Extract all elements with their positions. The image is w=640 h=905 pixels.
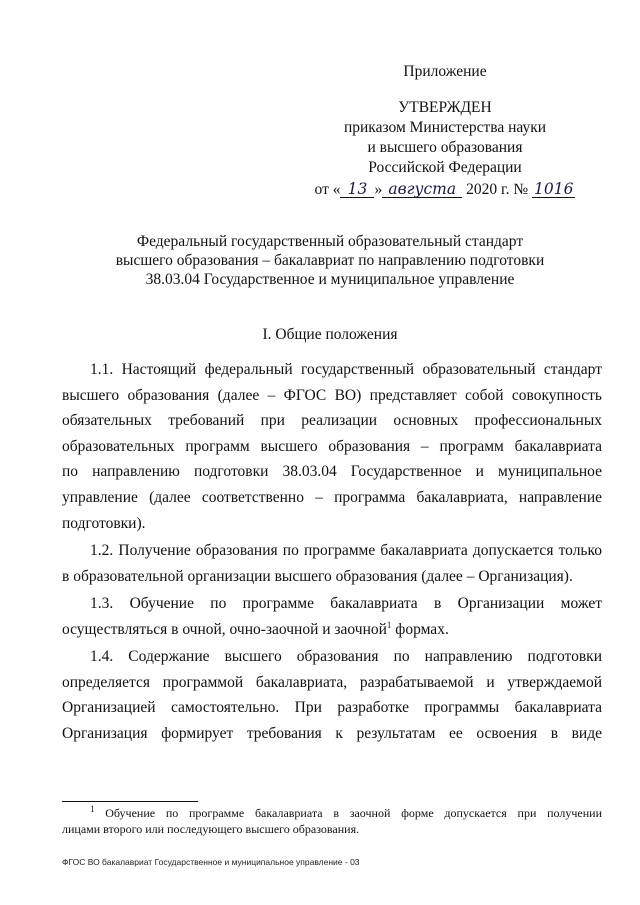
p3-line-2 [62, 617, 602, 643]
p4-line-1: 1.4. Содержание высшего образования по направлению подготовки [90, 648, 602, 665]
p1-line-3: обязательных требований при реализации основных профессиональных [62, 412, 602, 430]
title-line-1: Федеральный государственный образовательный стандарт [136, 233, 524, 250]
p1-line-4: образовательных программ высшего образования – программ бакалавриата [62, 437, 602, 455]
p1-line-2: высшего образования (далее – ФГОС ВО) представляет собой совокупность [62, 386, 602, 404]
handwritten-month: августа [382, 181, 462, 198]
page-footer: ФГОС ВО бакалавриат Государственное и муниципальное управление - 03 [62, 857, 360, 867]
footnote-line-1 [62, 805, 602, 821]
annex-label [300, 62, 590, 82]
p1-line-1: 1.1. Настоящий федеральный государственный образовательный стандарт [90, 361, 602, 378]
date-prefix: от « [314, 181, 341, 198]
footnote-ref-1[interactable]: 1 [386, 619, 392, 630]
p1-line-6: управление (далее соответственно – программа бакалавриата, направление [62, 488, 602, 506]
paragraph-1-2 [62, 538, 602, 589]
p1-line-5: по направлению подготовки 38.03.04 Государственное и муниципальное [62, 463, 602, 481]
footnote-marker: 1 [90, 804, 95, 814]
footnote-line-2: лицами второго или последующего высшего образования. [62, 822, 360, 836]
p3-line-2-text: осуществляться в очной, очно-заочной и заочной [62, 620, 387, 638]
p1-line-7: подготовки). [62, 514, 146, 532]
approval-date-line [300, 180, 590, 200]
p4-line-4: Организация формирует требования к результатам ее освоения в виде [62, 724, 602, 742]
date-year: 2020 г. № [466, 181, 529, 198]
date-quote: » [374, 181, 383, 198]
footnote [62, 805, 602, 837]
paragraph-1-3 [62, 591, 602, 642]
p2-line-1: 1.2. Получение образования по программе бакалавриата допускается только [90, 542, 602, 559]
approval-block [300, 98, 590, 200]
footnote-text-1: Обучение по программе бакалавриата в заочной форме допускается при получении [94, 806, 602, 820]
approval-line-1: приказом Министерства науки [343, 119, 547, 136]
handwritten-day: 13 [340, 181, 374, 198]
p4-line-3: Организацией самостоятельно. При разработке программы бакалавриата [62, 699, 602, 717]
p2-line-2: в образовательной организации высшего образования (далее – Организация). [62, 567, 573, 585]
p3-line-2-end: формах. [391, 620, 449, 638]
footnote-separator [62, 801, 198, 802]
approval-line-3: Российской Федерации [368, 159, 522, 176]
paragraph-1-4 [62, 644, 602, 746]
annex-text: Приложение [403, 63, 487, 80]
approved-heading: УТВЕРЖДЕН [398, 99, 492, 116]
title-line-2: высшего образования – бакалавриат по направлению подготовки [115, 252, 545, 269]
p3-line-1: 1.3. Обучение по программе бакалавриата в Организации может [90, 595, 602, 612]
handwritten-number: 1016 [534, 180, 574, 198]
p4-line-2: определяется программой бакалавриата, разрабатываемой и утверждаемой [62, 673, 602, 691]
standard-title [80, 232, 580, 289]
approval-line-2: и высшего образования [367, 139, 523, 156]
section-heading: I. Общие положения [262, 326, 398, 343]
title-line-3: 38.03.04 Государственное и муниципальное управление [145, 271, 515, 288]
paragraph-1-1 [62, 357, 602, 536]
